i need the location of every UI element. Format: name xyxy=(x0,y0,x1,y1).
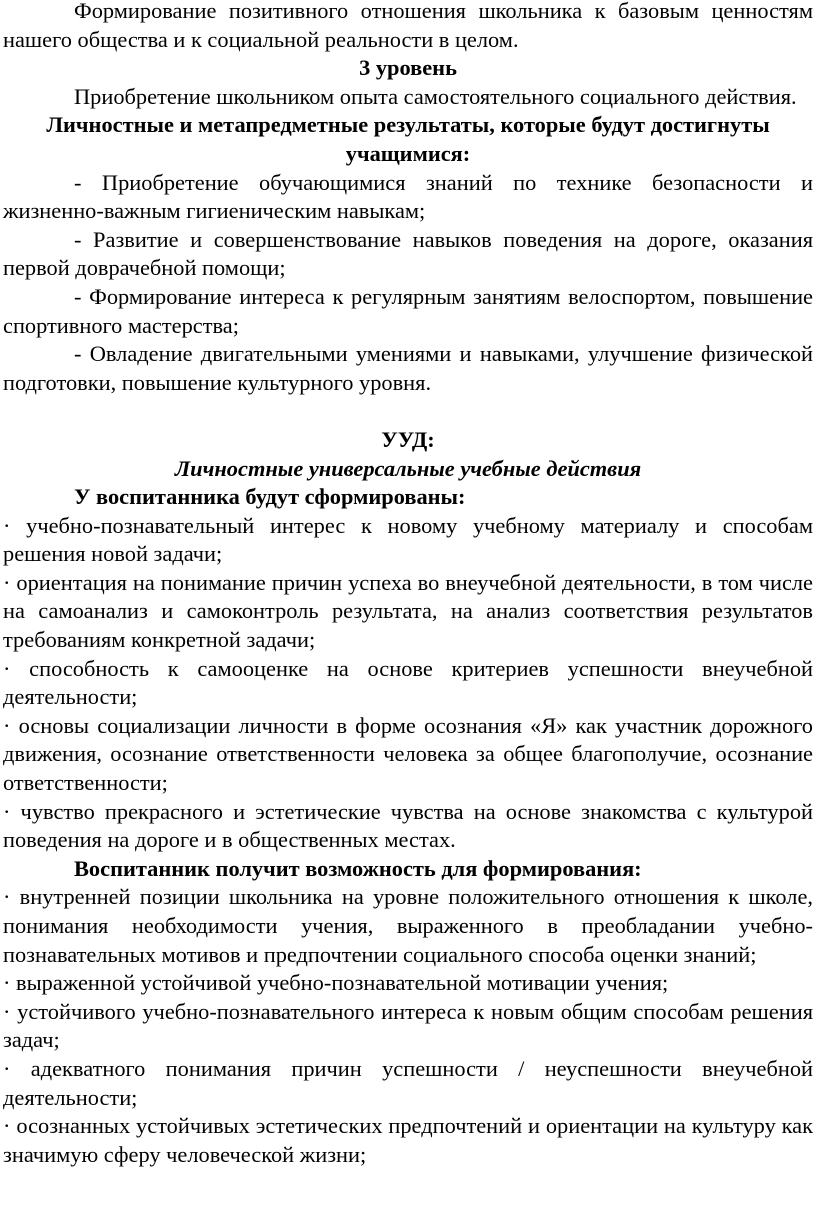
heading-level-3: 3 уровень xyxy=(359,55,457,81)
bullet-adequate-understanding: · адекватного понимания причин успешности / неуспешности внеучебной деятельности; xyxy=(3,1055,813,1110)
bullet-inner-position: · внутренней позиции школьника на уровне положительного отношения к школе, понимания необходимости учения, выраженного в преобладании учебно-познавательных мотивов и предпочтении социального способа оценки знаний; xyxy=(3,884,813,967)
bullet-success-understanding: · ориентация на понимание причин успеха во внеучебной деятельности, в том числе на самоанализ и самоконтроль результата, на анализ соответствия результатов требованиям конкретной задачи; xyxy=(3,569,813,653)
subheading-opportunity: Воспитанник получит возможность для формирования: xyxy=(74,855,642,881)
paragraph-motor-skills: - Овладение двигательными умениями и навыками, улучшение физической подготовки, повышение культурного уровня. xyxy=(3,341,813,395)
blank-line xyxy=(3,397,813,426)
bullet-motivation: · выраженной устойчивой учебно-познавательной мотивации учения; xyxy=(3,970,669,996)
bullet-stable-interest: · устойчивого учебно-познавательного интереса к новым общим способам решения задач; xyxy=(3,998,813,1053)
paragraph-cycling-interest: - Формирование интереса к регулярным занятиям велоспортом, повышение спортивного мастерства; xyxy=(3,283,813,338)
bullet-socialization: · основы социализации личности в форме осознания «Я» как участник дорожного движения, осознание ответственности человека за общее благополучие, осознание ответственности; xyxy=(3,712,813,796)
bullet-aesthetic-preferences: · осознанных устойчивых эстетических предпочтений и ориентации на культуру как значимую сферу человеческой жизни; xyxy=(3,1113,813,1167)
heading-uud: УУД: xyxy=(381,426,435,452)
bullet-learning-interest: · учебно-познавательный интерес к новому учебному материалу и способам решения новой задачи; xyxy=(3,512,813,567)
heading-results: Личностные и метапредметные результаты, которые будут достигнуты учащимися: xyxy=(46,112,770,166)
paragraph-safety-knowledge: - Приобретение обучающимися знаний по технике безопасности и жизненно-важным гигиеническим навыкам; xyxy=(3,169,813,224)
paragraph-positive-attitude: Формирование позитивного отношения школьника к базовым ценностям нашего общества и к социальной реальности в целом. xyxy=(3,0,813,52)
bullet-aesthetic-feelings: · чувство прекрасного и эстетические чувства на основе знакомства с культурой поведения на дороге и в общественных местах. xyxy=(3,798,813,853)
subheading-will-be-formed: У воспитанника будут сформированы: xyxy=(74,484,466,510)
paragraph-road-behavior: - Развитие и совершенствование навыков поведения на дороге, оказания первой доврачебной помощи; xyxy=(3,226,813,281)
paragraph-social-action: Приобретение школьником опыта самостоятельного социального действия. xyxy=(74,83,797,109)
heading-personal-uud: Личностные универсальные учебные действия xyxy=(174,455,642,481)
bullet-self-assessment: · способность к самооценке на основе критериев успешности внеучебной деятельности; xyxy=(3,655,813,710)
